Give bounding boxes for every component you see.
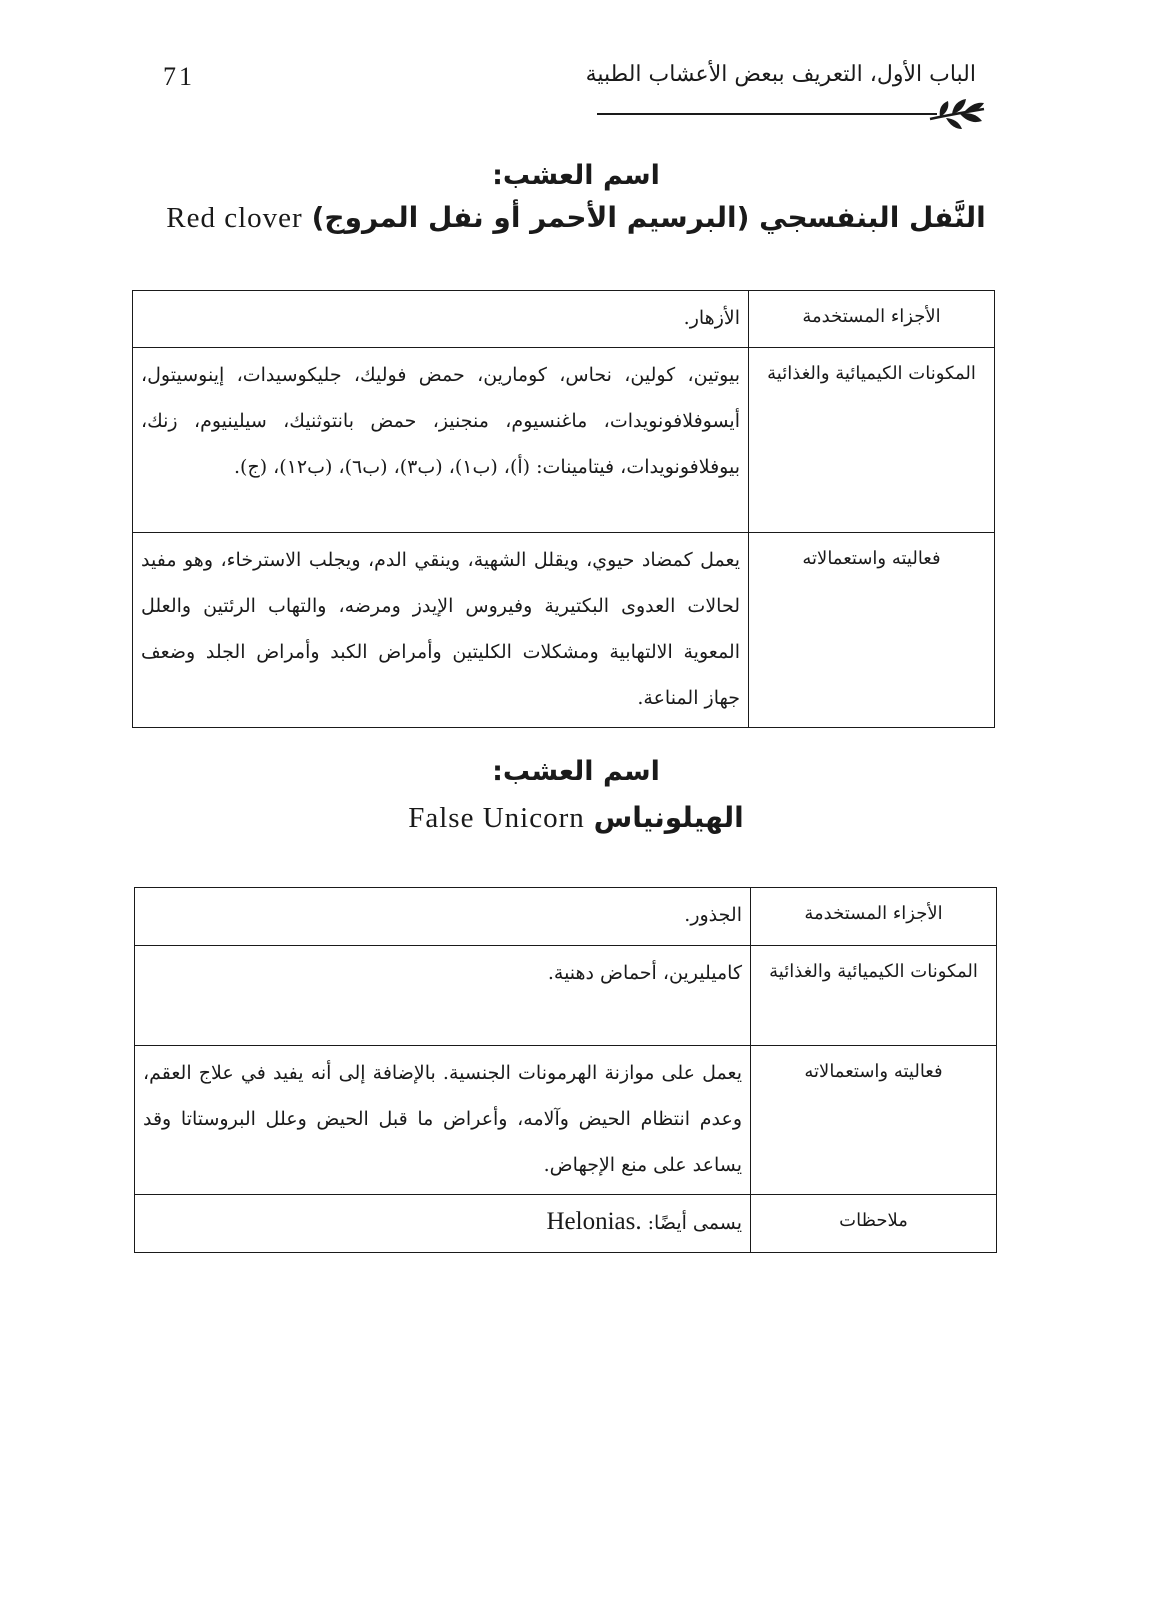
- row-value: يعمل على موازنة الهرمونات الجنسية. بالإضافة إلى أنه يفيد في علاج العقم، وعدم انتظام الحيض وآلامه، وأعراض ما قبل الحيض وعلل البروستاتا وقد يساعد على منع الإجهاض.: [135, 1046, 751, 1195]
- herb-info-table: [134, 887, 997, 1253]
- page-number: 71: [163, 62, 195, 91]
- herb-title-english: False Unicorn: [408, 802, 585, 834]
- row-value: الأزهار.: [133, 291, 749, 348]
- note-latin-name: Helonias.: [546, 1208, 642, 1235]
- table-row: [135, 1046, 997, 1195]
- herb-info-table: [132, 290, 995, 728]
- running-header: الباب الأول، التعريف ببعض الأعشاب الطبية: [585, 62, 976, 87]
- row-label: الأجزاء المستخدمة: [749, 291, 995, 348]
- row-label: ملاحظات: [751, 1195, 997, 1253]
- herb-title-arabic: الهيلونياس: [593, 801, 744, 834]
- table-row: [133, 291, 995, 348]
- row-value: [135, 1195, 751, 1253]
- herb-name-label: اسم العشب:: [492, 756, 660, 787]
- row-label: فعاليته واستعمالاته: [751, 1046, 997, 1195]
- herb-name-label: اسم العشب:: [492, 160, 660, 191]
- row-value: الجذور.: [135, 888, 751, 946]
- herb-title: [100, 801, 1052, 835]
- table-row: [133, 533, 995, 728]
- table-row: [135, 1195, 997, 1253]
- note-prefix: يسمى أيضًا:: [647, 1212, 742, 1234]
- row-value: يعمل كمضاد حيوي، ويقلل الشهية، وينقي الدم، ويجلب الاسترخاء، وهو مفيد لحالات العدوى البكتيرية وفيروس الإيدز ومرضه، والتهاب الرئتين والعلل المعوية الالتهابية ومشكلات الكليتين وأمراض الكبد وأمراض الجلد وضعف جهاز المناعة.: [133, 533, 749, 728]
- table-row: [135, 946, 997, 1046]
- row-label: المكونات الكيميائية والغذائية: [751, 946, 997, 1046]
- row-label: المكونات الكيميائية والغذائية: [749, 348, 995, 533]
- header-rule: [597, 113, 937, 115]
- herb-title: [100, 201, 1052, 235]
- herb-title-arabic: النَّفل البنفسجي (البرسيم الأحمر أو نفل المروج): [311, 201, 986, 234]
- table-row: [133, 348, 995, 533]
- row-label: الأجزاء المستخدمة: [751, 888, 997, 946]
- herb-title-english: Red clover: [166, 202, 303, 234]
- leaf-ornament-icon: [928, 97, 986, 133]
- row-label: فعاليته واستعمالاته: [749, 533, 995, 728]
- row-value: كاميليرين، أحماض دهنية.: [135, 946, 751, 1046]
- row-value: بيوتين، كولين، نحاس، كومارين، حمض فوليك، جليكوسيدات، إينوسيتول، أيسوفلافونويدات، ماغنسيوم، منجنيز، حمض بانتوثنيك، سيلينيوم، زنك، بيوفلافونويدات، فيتامينات: (أ)، (ب١)، (ب٣)، (ب٦)، (ب١٢)، (ج).: [133, 348, 749, 533]
- table-row: [135, 888, 997, 946]
